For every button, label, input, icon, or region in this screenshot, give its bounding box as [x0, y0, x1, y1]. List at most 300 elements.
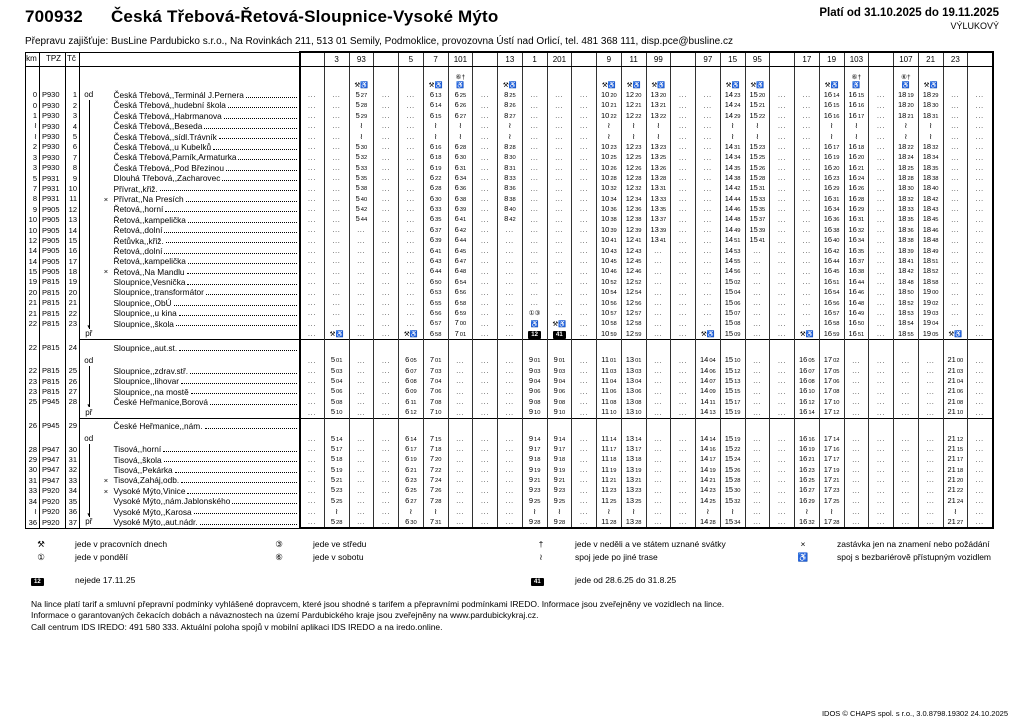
time-value: 1339 [650, 225, 667, 234]
time-cell [646, 225, 671, 235]
time-cell [621, 184, 646, 194]
time-cell [473, 319, 498, 329]
time-cell [448, 387, 473, 397]
time-cell [498, 132, 523, 142]
time-cell [473, 387, 498, 397]
no-service-dots: ... [456, 447, 465, 454]
time-cell [770, 184, 795, 194]
time-cell [869, 366, 894, 376]
no-service-dots: ... [753, 358, 762, 365]
time-cell [349, 355, 374, 365]
time-cell [473, 308, 498, 318]
time-value: 1829 [922, 90, 939, 99]
time-cell [300, 517, 325, 528]
no-service-dots: ... [481, 145, 490, 152]
time-value: 1404 [699, 355, 716, 365]
od-pr-label: od [84, 90, 94, 100]
stop-row [26, 308, 993, 318]
time-cell [844, 308, 869, 318]
time-cell [795, 517, 820, 528]
time-value: 1830 [897, 183, 914, 193]
no-service-dots: ... [654, 290, 663, 297]
no-service-dots: ... [357, 468, 366, 475]
time-value: 1117 [601, 444, 617, 453]
other-route-wavy: ≀ [607, 506, 611, 516]
time-cell [819, 444, 844, 454]
time-value: 1059 [600, 328, 617, 338]
no-service-dots: ... [406, 165, 415, 172]
time-cell [819, 287, 844, 297]
time-cell [572, 121, 597, 131]
time-value: 917 [553, 444, 566, 453]
time-value: 1428 [699, 516, 716, 526]
time-cell [646, 397, 671, 407]
no-service-dots: ... [679, 436, 688, 443]
time-value: 1631 [848, 214, 865, 224]
time-value: 1656 [823, 297, 840, 307]
time-cell [795, 387, 820, 397]
time-cell [745, 397, 770, 407]
time-cell [399, 329, 424, 340]
km-value: 22 [26, 319, 40, 329]
legend-column [531, 538, 793, 564]
time-cell [795, 455, 820, 465]
no-service-dots: ... [308, 134, 317, 141]
time-value: 1411 [700, 396, 716, 406]
time-cell [646, 407, 671, 418]
time-value: 1326 [650, 162, 667, 172]
trip-symbol: ⚒♿ [824, 82, 839, 90]
time-value: 1103 [601, 365, 617, 375]
dotted-leader [186, 201, 297, 202]
time-value: 1716 [823, 444, 840, 453]
time-value: 1245 [625, 256, 642, 266]
time-cell [300, 100, 325, 110]
route-line [89, 496, 90, 506]
time-cell [597, 287, 622, 297]
no-service-dots: ... [530, 238, 539, 245]
time-cell [770, 298, 795, 308]
trip-day-symbol: ⑥† [455, 74, 466, 82]
no-service-dots: ... [877, 186, 886, 193]
time-cell [943, 366, 968, 376]
time-cell [498, 496, 523, 506]
trip-number: 101 [448, 52, 473, 67]
no-service-dots: ... [926, 400, 935, 407]
no-service-dots: ... [654, 321, 663, 328]
trip-symbol: ⚒♿ [923, 82, 938, 90]
time-cell [349, 142, 374, 152]
time-cell [498, 152, 523, 162]
time-cell [349, 475, 374, 485]
stop-name: Řetová,,horní [113, 204, 164, 215]
time-cell [968, 355, 993, 365]
legend-item [31, 551, 269, 564]
tpz-value: P945 [40, 418, 66, 434]
no-service-dots: ... [877, 176, 886, 183]
time-cell [547, 329, 572, 340]
no-service-dots: ... [679, 457, 688, 464]
time-cell [349, 287, 374, 297]
stop-name: Tisová,Zaháj,odb. [113, 475, 180, 486]
time-cell [819, 184, 844, 194]
route-line [89, 366, 90, 376]
time-cell [522, 163, 547, 173]
no-service-dots: ... [530, 134, 539, 141]
no-service-dots: ... [357, 410, 366, 417]
time-cell [498, 215, 523, 225]
time-cell [448, 376, 473, 386]
no-service-dots: ... [530, 186, 539, 193]
no-service-dots: ... [679, 207, 688, 214]
tpz-value: P930 [40, 142, 66, 152]
time-value: 614 [405, 433, 417, 443]
time-cell [844, 121, 869, 131]
no-service-dots: ... [406, 259, 415, 266]
time-cell [324, 100, 349, 110]
time-cell [572, 475, 597, 485]
no-service-dots: ... [332, 259, 341, 266]
route-line [89, 387, 90, 397]
time-cell [349, 298, 374, 308]
time-cell [869, 111, 894, 121]
no-service-dots: ... [530, 145, 539, 152]
time-cell [473, 100, 498, 110]
time-cell [819, 329, 844, 340]
no-service-dots: ... [778, 400, 787, 407]
stop-name: Česká Třebová,Parník,Armaturka [113, 152, 237, 163]
time-value: 923 [553, 485, 566, 495]
no-service-dots: ... [357, 457, 366, 464]
no-service-dots: ... [382, 400, 391, 407]
no-service-dots: ... [332, 280, 341, 287]
no-service-dots: ... [703, 249, 712, 256]
no-service-dots: ... [357, 368, 366, 375]
time-value: 1854 [897, 318, 914, 328]
legend-column [793, 538, 999, 564]
no-service-dots: ... [753, 249, 762, 256]
time-cell [572, 225, 597, 235]
time-cell [349, 407, 374, 418]
no-service-dots: ... [778, 93, 787, 100]
no-service-dots: ... [654, 400, 663, 407]
time-cell [943, 90, 968, 100]
time-cell [547, 517, 572, 528]
no-service-dots: ... [580, 379, 589, 386]
no-service-dots: ... [901, 478, 910, 485]
time-cell [349, 376, 374, 386]
no-service-dots: ... [679, 249, 688, 256]
time-cell [522, 455, 547, 465]
time-cell [399, 287, 424, 297]
time-cell [696, 163, 721, 173]
time-cell [423, 287, 448, 297]
time-cell [300, 506, 325, 516]
no-service-dots: ... [481, 197, 490, 204]
time-value: 908 [528, 396, 541, 406]
legend [31, 538, 999, 564]
time-cell [349, 90, 374, 100]
time-cell [819, 90, 844, 100]
no-service-dots: ... [481, 280, 490, 287]
route-line [89, 308, 90, 318]
time-cell [498, 387, 523, 397]
time-value: 1232 [625, 183, 642, 193]
time-cell [943, 496, 968, 506]
tc-value: 29 [66, 418, 80, 434]
tc-value: 30 [66, 444, 80, 454]
time-cell [968, 465, 993, 475]
time-cell [374, 496, 399, 506]
time-cell [869, 298, 894, 308]
time-cell [696, 387, 721, 397]
time-cell [795, 152, 820, 162]
time-cell [894, 355, 919, 365]
no-service-dots: ... [679, 155, 688, 162]
time-cell [597, 194, 622, 204]
time-cell [399, 111, 424, 121]
time-cell [621, 407, 646, 418]
time-value: 908 [553, 396, 566, 406]
time-value: 1328 [650, 173, 667, 182]
tpz-value: P930 [40, 111, 66, 121]
other-route-wavy: ≀ [731, 121, 735, 131]
stop-name: Sloupnice,,ObÚ [113, 297, 172, 308]
time-cell [943, 246, 968, 256]
stop-row [26, 256, 993, 266]
time-value: 1416 [699, 444, 716, 453]
tc-value: 2 [66, 100, 80, 110]
no-service-dots: ... [654, 379, 663, 386]
time-cell [720, 256, 745, 266]
time-cell [646, 387, 671, 397]
time-cell [374, 434, 399, 444]
no-service-dots: ... [308, 358, 317, 365]
no-service-dots: ... [679, 447, 688, 454]
time-value: 1528 [749, 173, 766, 182]
stop-name: Sloupnice,,u kina [113, 308, 177, 319]
time-cell [770, 465, 795, 475]
dotted-leader [188, 222, 297, 223]
time-value: 529 [355, 110, 368, 120]
no-service-dots: ... [753, 332, 762, 339]
time-cell [696, 152, 721, 162]
time-value: 1849 [922, 245, 939, 255]
time-value: 1838 [897, 235, 914, 245]
no-service-dots: ... [901, 468, 910, 475]
time-cell [918, 277, 943, 287]
no-service-dots: ... [357, 400, 366, 407]
time-cell [770, 121, 795, 131]
tpz-value: P931 [40, 184, 66, 194]
time-cell [819, 506, 844, 516]
time-value: 923 [528, 485, 541, 495]
time-cell [547, 100, 572, 110]
stop-row [26, 475, 993, 485]
time-cell [943, 100, 968, 110]
no-service-dots: ... [778, 311, 787, 318]
time-value: 506 [330, 386, 343, 396]
no-service-dots: ... [802, 269, 811, 276]
time-cell [795, 90, 820, 100]
time-value: 1524 [724, 454, 741, 464]
time-cell [300, 267, 325, 277]
time-value: 1456 [724, 266, 741, 276]
stop-row [26, 215, 993, 225]
time-cell [597, 355, 622, 365]
km-value: 30 [26, 465, 40, 475]
time-value: 1834 [922, 152, 939, 162]
no-service-dots: ... [802, 228, 811, 235]
no-service-dots: ... [654, 269, 663, 276]
time-cell [819, 111, 844, 121]
time-value: 1258 [625, 318, 642, 328]
time-value: 1824 [897, 152, 914, 162]
km-value: 3 [26, 152, 40, 162]
stop-row [26, 173, 993, 183]
time-cell [547, 434, 572, 444]
time-cell [795, 235, 820, 245]
time-value: 1905 [922, 328, 939, 338]
no-service-dots: ... [654, 358, 663, 365]
time-value: 1442 [724, 183, 741, 193]
time-cell [498, 256, 523, 266]
no-service-dots: ... [951, 93, 960, 100]
no-service-dots: ... [852, 436, 861, 443]
tc-value: 33 [66, 475, 80, 485]
time-value: 613 [429, 90, 442, 99]
no-service-dots: ... [679, 499, 688, 506]
tpz-value: P930 [40, 90, 66, 100]
no-service-dots: ... [951, 113, 960, 120]
time-cell [770, 163, 795, 173]
no-service-dots: ... [332, 124, 341, 131]
time-value: 1321 [650, 100, 667, 110]
time-cell [869, 100, 894, 110]
time-value: 523 [330, 485, 343, 495]
time-cell [448, 475, 473, 485]
dotted-leader [206, 294, 297, 295]
no-service-dots: ... [308, 259, 317, 266]
route-arrow: ▼ [86, 402, 91, 408]
no-service-dots: ... [357, 447, 366, 454]
tc-value: 36 [66, 506, 80, 516]
time-value: 1409 [699, 386, 716, 396]
no-service-dots: ... [778, 301, 787, 307]
no-service-dots: ... [332, 165, 341, 172]
time-cell [300, 329, 325, 340]
stop-row [26, 100, 993, 110]
time-cell [918, 298, 943, 308]
no-service-dots: ... [975, 186, 984, 193]
time-cell [943, 152, 968, 162]
time-cell [696, 496, 721, 506]
no-service-dots: ... [802, 207, 811, 214]
no-service-dots: ... [753, 379, 762, 386]
no-service-dots: ... [679, 124, 688, 131]
time-cell [399, 407, 424, 418]
time-cell [894, 215, 919, 225]
time-cell [572, 397, 597, 407]
no-service-dots: ... [357, 228, 366, 235]
time-cell [770, 152, 795, 162]
no-service-dots: ... [778, 145, 787, 152]
time-cell [498, 246, 523, 256]
tc-value: 1 [66, 90, 80, 100]
no-service-dots: ... [481, 301, 490, 307]
time-cell [473, 376, 498, 386]
time-cell [448, 287, 473, 297]
time-cell [300, 152, 325, 162]
time-cell [324, 486, 349, 496]
time-cell [894, 308, 919, 318]
no-service-dots: ... [382, 238, 391, 245]
time-cell [448, 194, 473, 204]
time-value: 1832 [922, 141, 939, 151]
no-service-dots: ... [530, 301, 539, 307]
no-service-dots: ... [877, 155, 886, 162]
no-service-dots: ... [308, 103, 317, 110]
trip-number: 99 [646, 52, 671, 67]
time-cell [621, 173, 646, 183]
no-service-dots: ... [505, 410, 514, 417]
no-service-dots: ... [555, 197, 564, 204]
no-service-dots: ... [802, 290, 811, 297]
no-service-dots: ... [505, 238, 514, 245]
no-service-dots: ... [778, 290, 787, 297]
time-cell [597, 90, 622, 100]
time-value: 2122 [947, 485, 964, 495]
time-cell [423, 434, 448, 444]
time-cell [399, 387, 424, 397]
tpz-value: P930 [40, 100, 66, 110]
time-cell [819, 517, 844, 528]
time-cell [795, 100, 820, 110]
time-cell [795, 287, 820, 297]
other-route-wavy: ≀ [854, 131, 858, 141]
time-value: 1043 [600, 245, 617, 255]
km-value: 26 [26, 418, 40, 434]
no-service-dots: ... [852, 457, 861, 464]
time-cell [646, 455, 671, 465]
time-cell [324, 397, 349, 407]
time-value: 722 [429, 464, 442, 474]
time-cell [448, 277, 473, 287]
time-cell [745, 496, 770, 506]
time-value: 1335 [650, 204, 667, 214]
dotted-leader [190, 373, 296, 374]
no-service-dots: ... [802, 217, 811, 224]
km-value [26, 407, 40, 418]
time-value: 2108 [947, 396, 964, 406]
time-value: 2112 [947, 433, 964, 443]
no-service-dots: ... [778, 186, 787, 193]
time-cell [918, 287, 943, 297]
time-cell [795, 329, 820, 340]
no-service-dots: ... [308, 124, 317, 131]
legend-item [31, 538, 269, 551]
no-service-dots: ... [926, 368, 935, 375]
no-service-dots: ... [703, 321, 712, 328]
time-value: 1632 [848, 225, 865, 234]
time-cell [423, 376, 448, 386]
service-symbol: ⚒♿ [700, 330, 715, 338]
no-service-dots: ... [505, 520, 514, 527]
tc-value [66, 355, 80, 365]
tc-value: 25 [66, 366, 80, 376]
time-value: 1444 [724, 193, 741, 203]
stop-row [26, 121, 993, 131]
